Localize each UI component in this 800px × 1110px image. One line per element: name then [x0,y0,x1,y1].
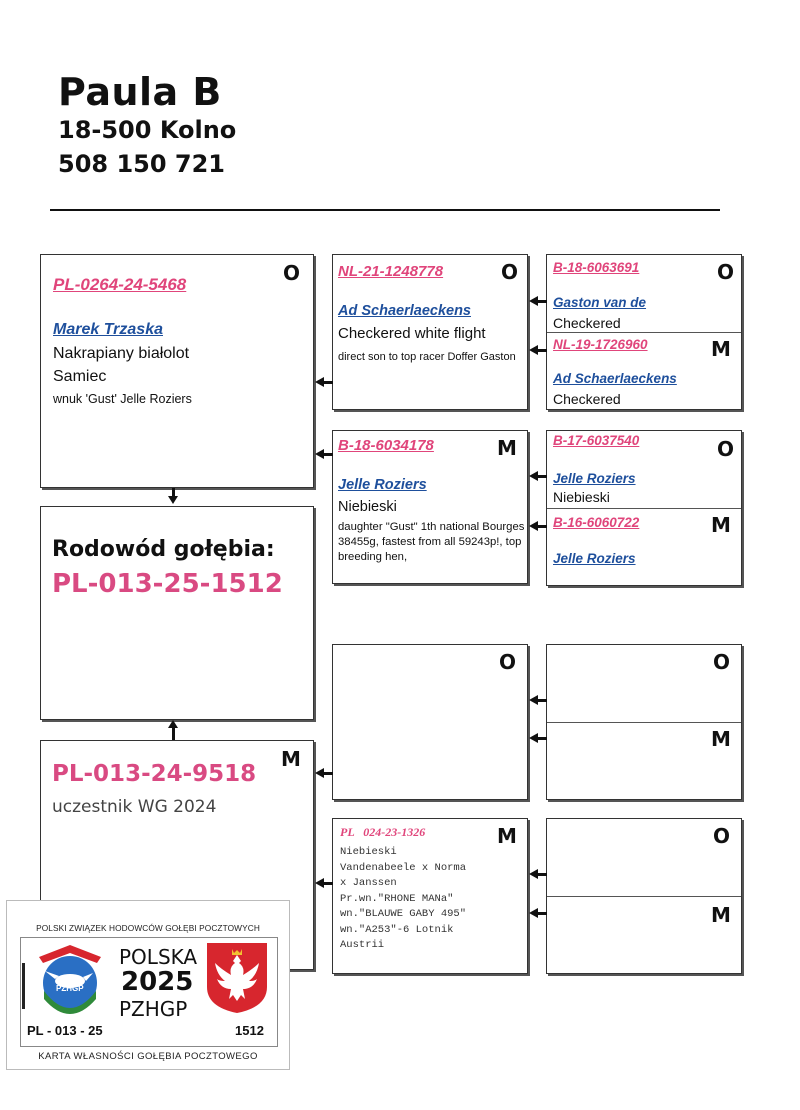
owner-address: 18-500 Kolno [58,116,237,144]
color-text: Checkered white flight [338,325,486,342]
sex-marker: M [497,436,517,460]
arrow-up [168,720,178,728]
arrow-left-icon [529,695,538,705]
sex-marker: O [713,650,731,674]
row-divider [547,896,741,897]
sex-marker: M [497,824,517,848]
color-text: Nakrapiany białolot [53,345,190,362]
arrow-left-icon [529,521,538,531]
father-card [40,254,314,488]
card-left-bar [22,963,25,1009]
owner-name: Paula B [58,70,222,114]
arrow-left-icon [529,908,538,918]
sex-marker: M [711,337,731,361]
row-divider [547,508,741,509]
ring-number: B-16-6060722 [553,515,640,530]
ownership-card [6,900,290,1070]
breeder-name: Jelle Roziers [553,471,636,486]
arrow-left-icon [315,878,324,888]
arrow-left-icon [315,768,324,778]
arrow-left-icon [529,733,538,743]
mf-parents-card [546,644,742,800]
color-text: Niebieski [553,489,610,505]
sex-marker: M [711,513,731,537]
arrow-down [168,496,178,504]
sex-marker: O [501,260,519,284]
ring-number: PL-0264-24-5468 [53,275,187,294]
pigeon-card [40,506,314,720]
breeder-name: Jelle Roziers [338,477,427,493]
pedigree-notes: Niebieski Vandenabeele x Norma x Janssen Pr.wn."RHONE MANa" wn."BLAUWE GABY 495" wn."A253"-6 Lotnik Austrii [340,846,467,951]
arrow-left-icon [529,471,538,481]
owner-phone: 508 150 721 [58,150,226,178]
breeder-name: Ad Schaerlaeckens [553,371,677,386]
color-text: Checkered [553,315,621,331]
arrow-left-icon [529,296,538,306]
color-text: Niebieski [338,499,397,515]
pzhgp-logo-icon [31,941,109,1019]
note-text: uczestnik WG 2024 [52,797,217,817]
mm-parents-card [546,818,742,974]
sex-marker: O [499,650,517,674]
connector-line [172,728,175,740]
ring-number: B-18-6034178 [338,437,434,454]
card-org: PZHGP [119,997,188,1021]
fm-parents-card [546,430,742,586]
note-text: wnuk 'Gust' Jelle Roziers [53,392,192,406]
card-country: POLSKA [119,945,198,969]
ring-number: NL-19-1726960 [553,337,648,352]
ring-number: NL-21-1248778 [338,263,444,280]
gender-text: Samiec [53,368,107,385]
card-ring-prefix: PL - 013 - 25 [27,1023,103,1038]
card-year: 2025 [121,967,194,997]
breeder-name: Ad Schaerlaeckens [338,303,471,319]
arrow-left-icon [315,449,324,459]
pigeon-ring: PL-013-25-1512 [52,569,283,599]
ff-card [332,254,528,410]
arrow-left-icon [529,345,538,355]
row-divider [547,332,741,333]
polish-eagle-emblem-icon [205,941,269,1015]
sex-marker: O [717,437,735,461]
sex-marker: O [713,824,731,848]
sex-marker: M [711,727,731,751]
arrow-left-icon [529,869,538,879]
sex-marker: M [281,747,301,771]
note-text: direct son to top racer Doffer Gaston [338,351,516,363]
card-header: POLSKI ZWIĄZEK HODOWCÓW GOŁĘBI POCZTOWYCH [36,923,260,933]
sex-marker: O [717,260,735,284]
note-text: daughter "Gust" 1th national Bourges 38455g, fastest from all 59243p!, top breeding hen, [338,521,525,563]
ring-number: B-18-6063691 [553,260,640,275]
arrow-left-icon [315,377,324,387]
header-divider [50,209,720,211]
ring-number: PL-013-24-9518 [52,761,257,787]
ring-number: PL 024-23-1326 [340,825,426,839]
breeder-name: Jelle Roziers [553,551,636,566]
sex-marker: O [283,261,301,285]
color-text: Checkered [553,391,621,407]
mf-card [332,644,528,800]
breeder-name: Marek Trzaska [53,321,163,338]
sex-marker: M [711,903,731,927]
fm-card [332,430,528,584]
card-ring-number: 1512 [235,1023,264,1038]
pedigree-label: Rodowód gołębia: [52,537,275,562]
ring-number: B-17-6037540 [553,433,640,448]
breeder-name: Gaston van de [553,295,647,310]
logo-text: PZHGP [56,984,84,993]
card-footer: KARTA WŁASNOŚCI GOŁĘBIA POCZTOWEGO [38,1051,258,1062]
ff-parents-card [546,254,742,410]
mm-card [332,818,528,974]
row-divider [547,722,741,723]
